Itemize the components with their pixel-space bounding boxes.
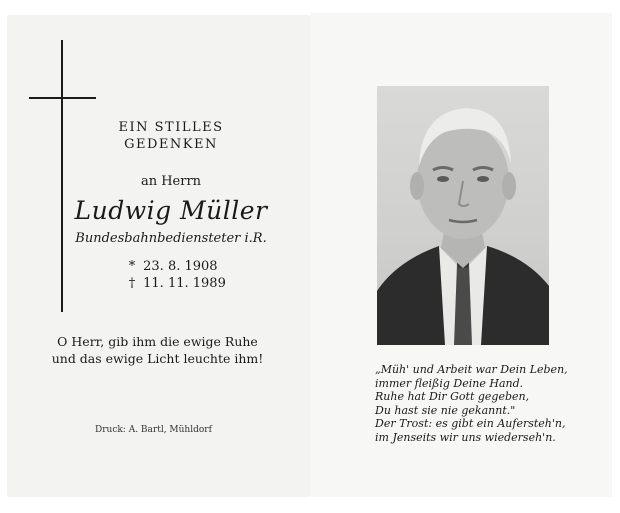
heading-line-2: GEDENKEN [124,137,218,152]
birth-row [125,258,226,275]
life-dates [125,258,226,292]
deceased-name: Ludwig Müller [74,196,268,225]
death-date: 11. 11. 1989 [143,276,226,291]
death-row [125,275,226,292]
poem-line: Der Trost: es gibt ein Aufersteh'n, [375,417,566,430]
poem-line: „Müh' und Arbeit war Dein Leben, [375,363,568,376]
death-symbol: † [128,276,136,291]
printer-credit: Druck: A. Bartl, Mühldorf [95,425,212,435]
prayer-line-2: und das ewige Licht leuchte ihm! [51,351,264,366]
heading-line-1: EIN STILLES [118,120,224,135]
birth-date: 23. 8. 1908 [143,259,218,274]
birth-symbol: * [128,259,136,274]
salutation: an Herrn [140,174,202,189]
memorial-heading [40,119,302,153]
poem-line: immer fleißig Deine Hand. [375,376,524,390]
prayer-text [20,333,295,367]
prayer-line-1: O Herr, gib ihm die ewige Ruhe [57,334,258,349]
deceased-title: Bundesbahnbediensteter i.R. [75,231,267,246]
left-card-panel [8,16,309,496]
poem-line: Ruhe hat Dir Gott gegeben, [375,390,530,403]
portrait-illustration [377,86,549,345]
poem-line: Du hast sie nie gekannt." [375,403,516,417]
portrait-photo [377,86,549,345]
cross-icon-horizontal [29,97,96,99]
poem-line: im Jenseits wir uns wiederseh'n. [375,430,556,444]
memorial-poem [375,363,568,444]
